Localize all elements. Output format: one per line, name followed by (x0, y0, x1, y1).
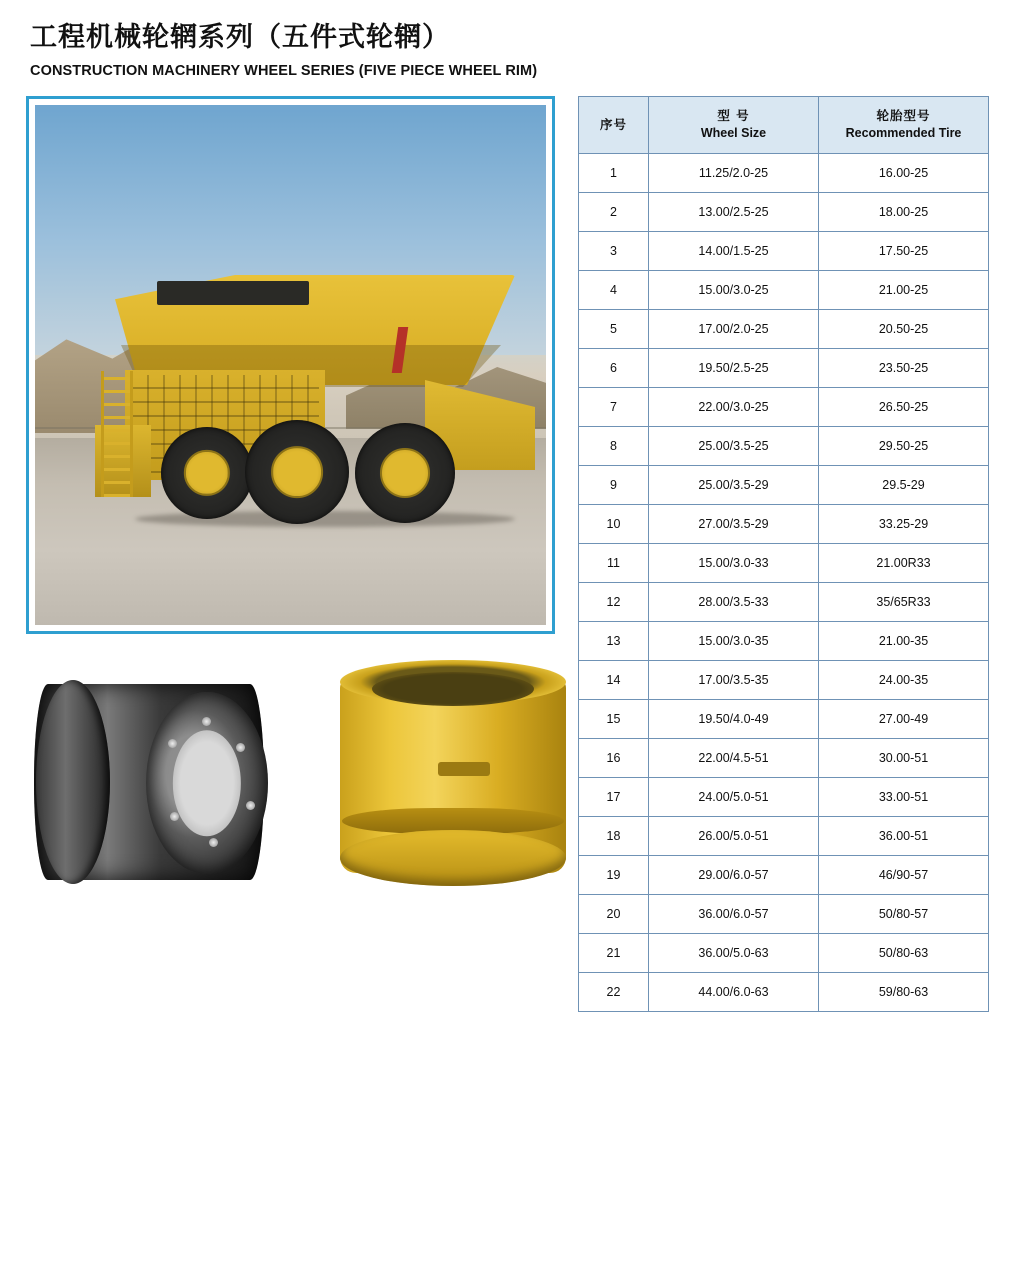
truck-bed-top-panel (157, 281, 309, 305)
yellow-rim-valve-slot (438, 762, 490, 776)
cell-recommended-tire: 27.00-49 (819, 700, 989, 739)
cell-no: 8 (579, 427, 649, 466)
cell-no: 11 (579, 544, 649, 583)
cell-recommended-tire: 20.50-25 (819, 310, 989, 349)
cell-wheel-size: 14.00/1.5-25 (649, 232, 819, 271)
table-row (579, 310, 989, 349)
cell-no: 22 (579, 973, 649, 1012)
cell-no: 2 (579, 193, 649, 232)
table-row (579, 661, 989, 700)
table-row (579, 934, 989, 973)
cell-no: 18 (579, 817, 649, 856)
cell-recommended-tire: 33.00-51 (819, 778, 989, 817)
truck-wheel-rear (355, 423, 455, 523)
rim-bolt (236, 743, 245, 752)
table-row (579, 700, 989, 739)
cell-no: 1 (579, 154, 649, 193)
table-row (579, 427, 989, 466)
rim-center-bore (173, 730, 241, 836)
main-photo-frame (26, 96, 555, 634)
cell-wheel-size: 28.00/3.5-33 (649, 583, 819, 622)
dump-truck-illustration (95, 275, 525, 535)
black-steel-wheel-rim-photo (34, 666, 284, 901)
cell-no: 19 (579, 856, 649, 895)
cell-recommended-tire: 24.00-35 (819, 661, 989, 700)
cell-recommended-tire: 46/90-57 (819, 856, 989, 895)
cell-recommended-tire: 35/65R33 (819, 583, 989, 622)
cell-wheel-size: 36.00/6.0-57 (649, 895, 819, 934)
rim-bolt (202, 717, 211, 726)
cell-recommended-tire: 29.5-29 (819, 466, 989, 505)
cell-wheel-size: 22.00/4.5-51 (649, 739, 819, 778)
column-header-wheel-size: 型 号 Wheel Size (649, 97, 819, 154)
table-row (579, 466, 989, 505)
page-title-english: CONSTRUCTION MACHINERY WHEEL SERIES (FIVE PIECE WHEEL RIM) (30, 63, 538, 80)
cell-recommended-tire: 21.00R33 (819, 544, 989, 583)
table-row (579, 388, 989, 427)
cell-wheel-size: 44.00/6.0-63 (649, 973, 819, 1012)
cell-recommended-tire: 33.25-29 (819, 505, 989, 544)
cell-wheel-size: 15.00/3.0-33 (649, 544, 819, 583)
truck-ladder (101, 371, 133, 497)
cell-wheel-size: 19.50/2.5-25 (649, 349, 819, 388)
cell-recommended-tire: 36.00-51 (819, 817, 989, 856)
cell-recommended-tire: 30.00-51 (819, 739, 989, 778)
table-row (579, 739, 989, 778)
cell-wheel-size: 26.00/5.0-51 (649, 817, 819, 856)
page-title-chinese: 工程机械轮辋系列（五件式轮辋） (30, 22, 450, 53)
cell-recommended-tire: 18.00-25 (819, 193, 989, 232)
cell-wheel-size: 24.00/5.0-51 (649, 778, 819, 817)
cell-recommended-tire: 16.00-25 (819, 154, 989, 193)
cell-wheel-size: 29.00/6.0-57 (649, 856, 819, 895)
table-row (579, 154, 989, 193)
cell-no: 12 (579, 583, 649, 622)
table-row (579, 349, 989, 388)
cell-recommended-tire: 17.50-25 (819, 232, 989, 271)
wheel-hub-icon (380, 448, 430, 498)
cell-wheel-size: 22.00/3.0-25 (649, 388, 819, 427)
table-row (579, 895, 989, 934)
cell-recommended-tire: 50/80-63 (819, 934, 989, 973)
table-row (579, 271, 989, 310)
table-row (579, 778, 989, 817)
cell-no: 5 (579, 310, 649, 349)
table-row (579, 817, 989, 856)
cell-no: 14 (579, 661, 649, 700)
cell-wheel-size: 19.50/4.0-49 (649, 700, 819, 739)
table-body (579, 154, 989, 1012)
yellow-rim-inner-bore (372, 672, 534, 706)
table-row (579, 583, 989, 622)
column-header-no: 序号 (579, 97, 649, 154)
table-row (579, 973, 989, 1012)
product-photos (26, 650, 555, 930)
cell-recommended-tire: 29.50-25 (819, 427, 989, 466)
table-row (579, 193, 989, 232)
rim-outer-ring (36, 680, 110, 884)
cell-no: 9 (579, 466, 649, 505)
column-header-recommended-tire: 轮胎型号 Recommended Tire (819, 97, 989, 154)
cell-wheel-size: 13.00/2.5-25 (649, 193, 819, 232)
rim-bolt (168, 739, 177, 748)
cell-recommended-tire: 23.50-25 (819, 349, 989, 388)
cell-wheel-size: 15.00/3.0-35 (649, 622, 819, 661)
yellow-rim-bottom-flange (340, 830, 566, 886)
mining-dump-truck-photo (35, 105, 546, 625)
cell-wheel-size: 11.25/2.0-25 (649, 154, 819, 193)
cell-wheel-size: 25.00/3.5-25 (649, 427, 819, 466)
rim-disc-face (146, 692, 268, 874)
truck-wheel-front (161, 427, 253, 519)
yellow-five-piece-wheel-rim-photo (326, 658, 576, 908)
rim-bolt (170, 812, 179, 821)
cell-no: 15 (579, 700, 649, 739)
wheel-hub-icon (271, 446, 323, 498)
cell-no: 7 (579, 388, 649, 427)
cell-wheel-size: 36.00/5.0-63 (649, 934, 819, 973)
truck-wheel-middle (245, 420, 349, 524)
cell-recommended-tire: 21.00-25 (819, 271, 989, 310)
cell-wheel-size: 27.00/3.5-29 (649, 505, 819, 544)
table-row (579, 544, 989, 583)
page-header (30, 22, 730, 79)
cell-no: 13 (579, 622, 649, 661)
rim-bolt (246, 801, 255, 810)
cell-no: 10 (579, 505, 649, 544)
cell-wheel-size: 15.00/3.0-25 (649, 271, 819, 310)
cell-recommended-tire: 21.00-35 (819, 622, 989, 661)
specification-table (578, 96, 989, 1012)
cell-no: 6 (579, 349, 649, 388)
cell-recommended-tire: 59/80-63 (819, 973, 989, 1012)
table-header-row (579, 97, 989, 154)
cell-no: 3 (579, 232, 649, 271)
cell-no: 20 (579, 895, 649, 934)
cell-recommended-tire: 26.50-25 (819, 388, 989, 427)
cell-wheel-size: 17.00/3.5-35 (649, 661, 819, 700)
table-row (579, 232, 989, 271)
cell-no: 4 (579, 271, 649, 310)
table-row (579, 622, 989, 661)
table-row (579, 856, 989, 895)
cell-wheel-size: 25.00/3.5-29 (649, 466, 819, 505)
table-row (579, 505, 989, 544)
rim-bolt (209, 838, 218, 847)
cell-no: 16 (579, 739, 649, 778)
wheel-hub-icon (184, 450, 230, 496)
cell-no: 17 (579, 778, 649, 817)
cell-no: 21 (579, 934, 649, 973)
specification-table-wrapper (578, 96, 988, 1012)
cell-recommended-tire: 50/80-57 (819, 895, 989, 934)
cell-wheel-size: 17.00/2.0-25 (649, 310, 819, 349)
